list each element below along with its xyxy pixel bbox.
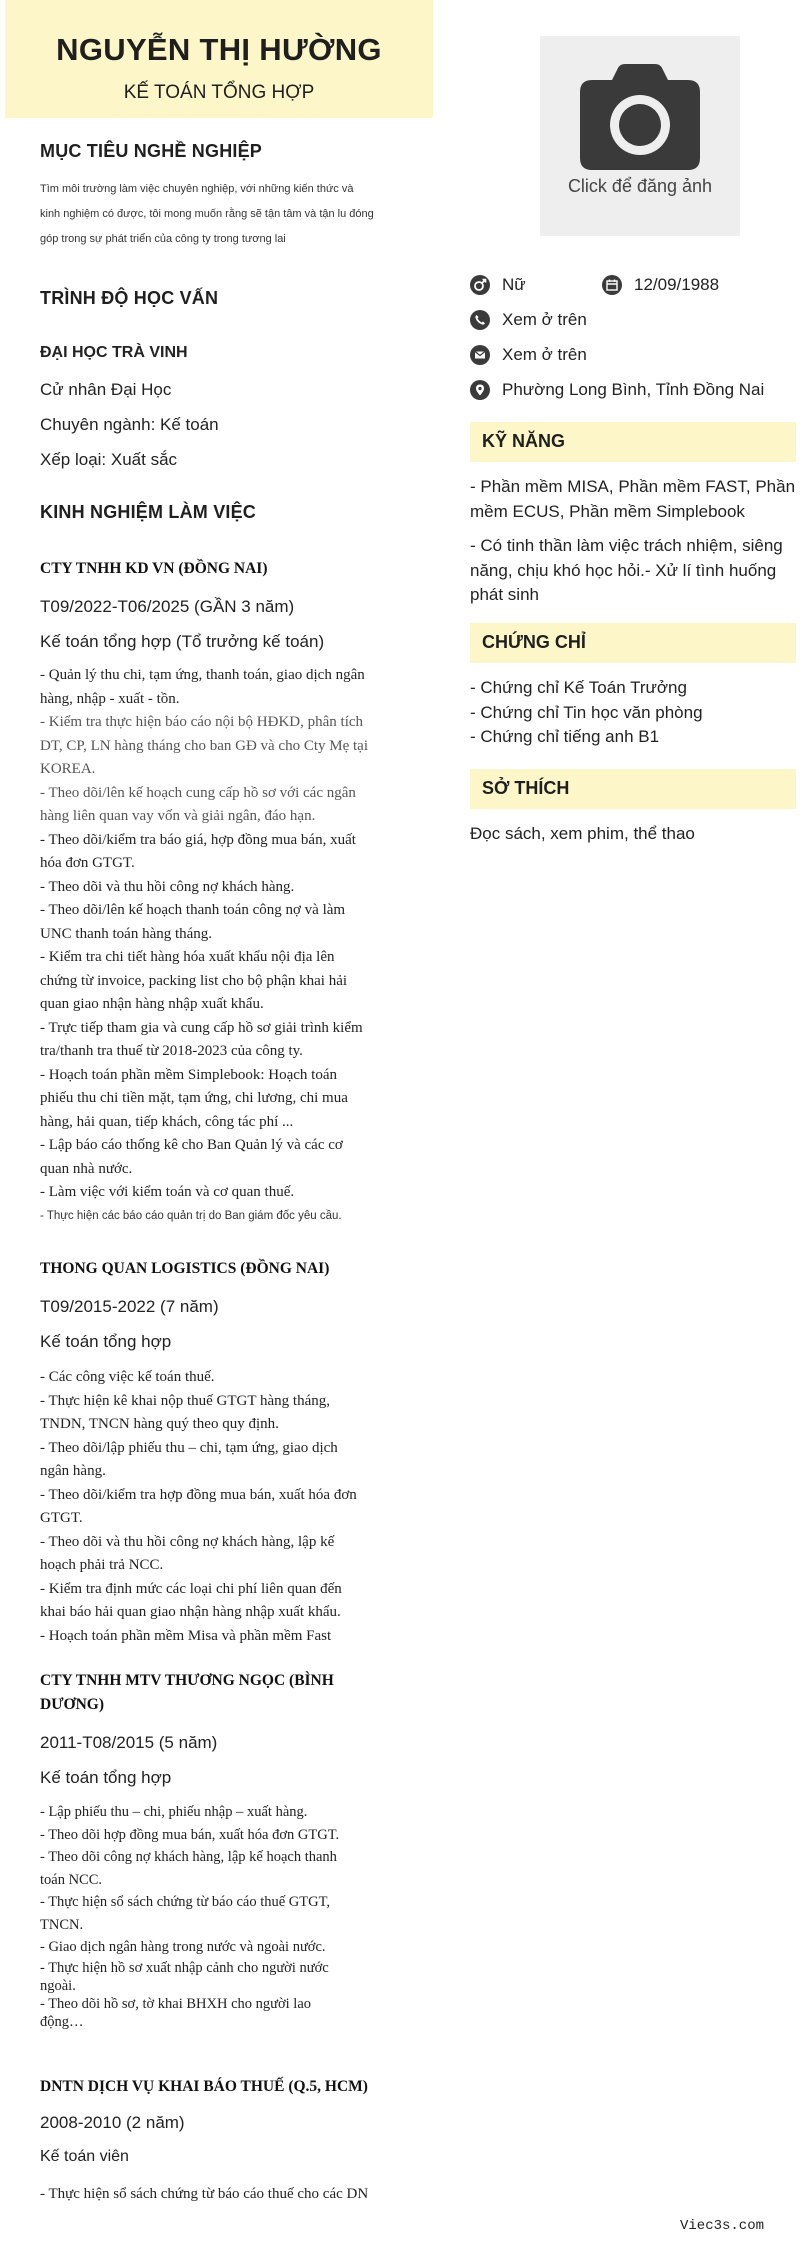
gender-birthday-row [470,272,796,298]
phone-value: Xem ở trên [502,310,587,329]
duty-line: hóa đơn GTGT. [40,855,135,871]
duty-line: - Theo dõi và thu hồi công nợ khách hàng, lập kế [40,1533,335,1550]
school-name: ĐẠI HỌC TRÀ VINH [40,344,188,361]
hobbies-heading-box [470,769,796,809]
duty-line: hàng, nhập - xuất - tồn. [40,690,180,707]
photo-upload-label: Click để đăng ảnh [567,176,713,196]
duty-line: chứng từ invoice, packing list cho bộ phận khai hải [40,972,348,989]
duty-line: - Theo dõi/lập phiếu thu – chi, tạm ứng, giao dịch [40,1439,338,1456]
duty-line: hàng, hải quan, tiếp khách, công tác phí ... [40,1113,294,1130]
job-duties [40,664,420,1228]
certificates-list [470,676,796,750]
skills-text [470,475,796,608]
gender-icon [470,275,490,295]
job-period: 2008-2010 (2 năm) [40,2113,185,2132]
duty-line: ngân hàng. [40,1463,106,1479]
skill-line: năng, chịu khó học hỏi.- Xử lí tình huống [470,560,777,580]
objective-line: Tìm môi trường làm việc chuyên nghiệp, với những kiến thức và [40,183,354,195]
duty-line: KOREA. [40,761,96,777]
address-row [470,377,796,403]
duty-line: - Làm việc với kiểm toán và cơ quan thuế. [40,1184,295,1200]
job-title: KẾ TOÁN TỔNG HỢP [123,82,315,103]
location-icon [470,380,490,400]
grade: Xếp loại: Xuất sắc [40,450,178,469]
duty-line: - Theo dõi/kiểm tra hợp đồng mua bán, xuất hóa đơn [40,1486,357,1503]
duty-line: - Theo dõi/lên kế hoạch cung cấp hồ sơ với các ngân [40,784,356,801]
duty-line: - Theo dõi và thu hồi công nợ khách hàng. [40,878,295,895]
objective-text [40,177,440,252]
certificate-item: - Chứng chỉ tiếng anh B1 [470,727,660,746]
hobbies-heading: SỞ THÍCH [482,778,570,798]
duty-line: GTGT. [40,1510,83,1526]
gender-value: Nữ [502,275,526,294]
phone-icon [470,310,490,330]
skill-line: - Phần mềm MISA, Phần mềm FAST, Phần [470,477,796,496]
duty-line: - Lập báo cáo thống kê cho Ban Quản lý và các cơ [40,1137,343,1153]
certificates-heading-box [470,623,796,663]
job-role: Kế toán viên [40,2148,129,2165]
objective-line: góp trong sự phát triển của công ty trong tương lai [40,233,286,245]
duty-line: tra/thanh tra thuế từ 2018-2023 của công ty. [40,1043,303,1059]
calendar-icon [602,275,622,295]
duty-line: - Thực hiện các báo cáo quản trị do Ban giám đốc yêu cầu. [40,1209,342,1222]
hobbies-text: Đọc sách, xem phim, thể thao [470,824,695,843]
duty-line: - Lập phiếu thu – chi, phiếu nhập – xuất hàng. [40,1804,308,1820]
company-name: DNTN DỊCH VỤ KHAI BÁO THUẾ (Q.5, HCM) [40,2078,368,2095]
contact-info [470,272,796,403]
duty-line: DT, CP, LN hàng tháng cho ban GĐ và cho Cty Mẹ tại [40,737,369,754]
job-duties [40,2183,440,2207]
duty-line: - Theo dõi hồ sơ, tờ khai BHXH cho người lao [40,1995,312,2012]
major: Chuyên ngành: Kế toán [40,415,219,434]
certificate-item: - Chứng chỉ Tin học văn phòng [470,702,703,722]
duty-line: - Trực tiếp tham gia và cung cấp hồ sơ giải trình kiểm [40,1019,363,1036]
company-name: CTY TNHH KD VN (ĐỒNG NAI) [40,560,268,577]
skill-line: mềm ECUS, Phần mềm Simplebook [470,501,745,521]
duty-line: UNC thanh toán hàng tháng. [40,925,213,942]
skills-heading-box [470,422,796,462]
duty-line: hàng liên quan vay vốn và giải ngân, đáo hạn. [40,808,316,824]
company-name-line: CTY TNHH MTV THƯƠNG NGỌC (BÌNH [40,1672,334,1689]
job-role: Kế toán tổng hợp (Tổ trưởng kế toán) [40,632,325,651]
duty-line: - Quản lý thu chi, tạm ứng, thanh toán, giao dịch ngân [40,667,365,683]
duty-line: hoạch phải trả NCC. [40,1557,164,1573]
skill-line: phát sinh [470,585,539,604]
duty-line: TNDN, TNCN hàng quý theo quy định. [40,1416,279,1432]
certificates-heading: CHỨNG CHỈ [482,632,586,652]
duty-line: - Theo dõi công nợ khách hàng, lập kế hoạch thanh [40,1849,337,1865]
full-name: NGUYỄN THỊ HƯỜNG [56,32,382,67]
duty-line: - Thực hiện sổ sách chứng từ báo cáo thuế cho các DN [40,2186,369,2202]
duty-line: khai báo hải quan giao nhận hàng nhập xuất khẩu. [40,1604,341,1620]
duty-line: - Các công việc kế toán thuế. [40,1369,215,1385]
email-row [470,342,796,368]
duty-line: - Thực hiện hồ sơ xuất nhập cảnh cho người nước [40,1959,329,1976]
duty-line: quan giao nhận hàng nhập xuất khẩu. [40,996,264,1012]
job-period: T09/2022-T06/2025 (GẦN 3 năm) [40,597,295,616]
company-name [40,1669,420,1717]
duty-line: - Thực hiện sổ sách chứng từ báo cáo thuế GTGT, [40,1894,330,1910]
duty-line: động… [40,2013,84,2030]
email-icon [470,345,490,365]
duty-line: quan nhà nước. [40,1160,133,1177]
duty-line: - Theo dõi/lên kế hoạch thanh toán công nợ và làm [40,902,346,918]
duty-line: - Thực hiện kê khai nộp thuế GTGT hàng tháng, [40,1392,331,1409]
experience-heading: KINH NGHIỆM LÀM VIỆC [40,502,257,522]
company-name: THONG QUAN LOGISTICS (ĐỒNG NAI) [40,1260,330,1277]
duty-line: - Hoạch toán phần mềm Misa và phần mềm Fast [40,1627,332,1644]
job-period: 2011-T08/2015 (5 năm) [40,1733,218,1752]
duty-line: - Kiểm tra chi tiết hàng hóa xuất khẩu nội địa lên [40,949,335,965]
watermark: Viec3s.com [679,2218,764,2234]
job-role: Kế toán tổng hợp [40,1768,172,1787]
certificate-item: - Chứng chỉ Kế Toán Trưởng [470,678,687,697]
email-value: Xem ở trên [502,345,587,364]
duty-line: - Giao dịch ngân hàng trong nước và ngoài nước. [40,1939,326,1955]
objective-heading: MỤC TIÊU NGHỀ NGHIỆP [40,141,263,161]
objective-line: kinh nghiệm có được, tôi mong muốn rằng sẽ tận tâm và tận lu đóng [40,208,374,220]
duty-line: - Kiểm tra định mức các loại chi phí liên quan đến [40,1580,342,1597]
duty-line: TNCN. [40,1916,84,1933]
job-duties [40,1801,420,2031]
job-duties [40,1366,420,1648]
skill-line: - Có tinh thần làm việc trách nhiệm, siêng [470,536,783,555]
phone-row [470,307,796,333]
name-header [5,0,433,118]
job-period: T09/2015-2022 (7 năm) [40,1297,219,1316]
photo-upload[interactable] [540,36,740,236]
skills-heading: KỸ NĂNG [482,431,566,451]
company-name-line: DƯƠNG) [40,1696,104,1713]
duty-line: - Theo dõi hợp đồng mua bán, xuất hóa đơn GTGT. [40,1826,340,1843]
duty-line: - Kiểm tra thực hiện báo cáo nội bộ HĐKD, phân tích [40,714,364,730]
duty-line: - Hoạch toán phần mềm Simplebook: Hoạch toán [40,1066,338,1083]
degree: Cử nhân Đại Học [40,380,172,399]
birthday-value: 12/09/1988 [634,275,720,294]
education-heading: TRÌNH ĐỘ HỌC VẤN [40,288,219,308]
address-value: Phường Long Bình, Tỉnh Đồng Nai [502,380,765,399]
duty-line: phiếu thu chi tiền mặt, tạm ứng, chi lương, chi mua [40,1090,348,1106]
duty-line: ngoài. [40,1977,76,1994]
duty-line: toán NCC. [40,1871,103,1888]
job-role: Kế toán tổng hợp [40,1332,172,1351]
camera-icon [580,64,700,170]
duty-line: - Theo dõi/kiểm tra báo giá, hợp đồng mua bán, xuất [40,831,356,848]
